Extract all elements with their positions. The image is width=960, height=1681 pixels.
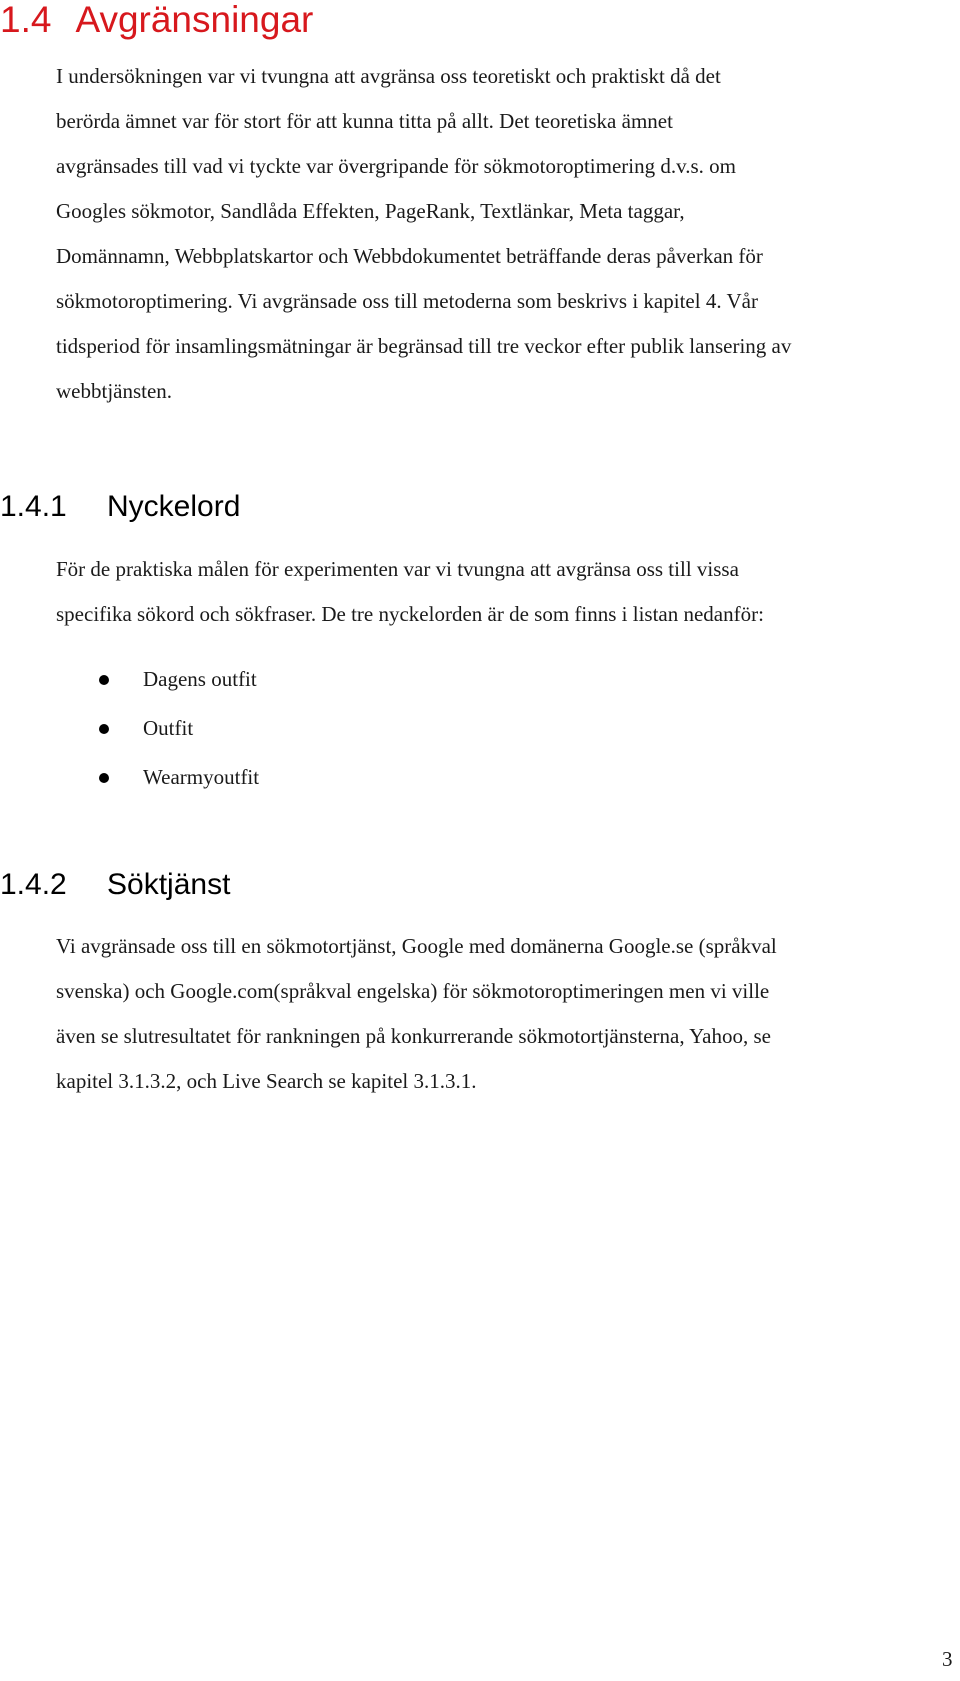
section-title: Avgränsningar (75, 0, 314, 40)
paragraph-line: avgränsades till vad vi tyckte var övergripande för sökmotoroptimering d.v.s. om (56, 154, 737, 178)
paragraph-line: I undersökningen var vi tvungna att avgränsa oss teoretiskt och praktiskt då det (56, 64, 721, 88)
bullet-icon (99, 773, 109, 783)
paragraph-line: specifika sökord och sökfraser. De tre nyckelorden är de som finns i listan nedanför: (56, 602, 764, 626)
page-number: 3 (942, 1647, 953, 1671)
list-item (0, 655, 960, 704)
keyword-list (0, 655, 960, 802)
subsection-heading-soktjanst (0, 868, 230, 902)
section-number: 1.4 (0, 0, 52, 40)
paragraph-line: svenska) och Google.com(språkval engelska) för sökmotoroptimeringen men vi ville (56, 979, 770, 1003)
list-item (0, 704, 960, 753)
subsection-paragraph-soktjanst (56, 924, 956, 1104)
paragraph-line: berörda ämnet var för stort för att kunna titta på allt. Det teoretiska ämnet (56, 109, 673, 133)
paragraph-line: För de praktiska målen för experimenten var vi tvungna att avgränsa oss till vissa (56, 557, 739, 581)
subsection-number: 1.4.2 (0, 868, 67, 901)
list-item (0, 753, 960, 802)
subsection-title: Nyckelord (107, 490, 241, 523)
paragraph-line: sökmotoroptimering. Vi avgränsade oss till metoderna som beskrivs i kapitel 4. Vår (56, 289, 758, 313)
bullet-icon (99, 724, 109, 734)
paragraph-line: tidsperiod för insamlingsmätningar är begränsad till tre veckor efter publik lansering av (56, 334, 792, 358)
keyword-label: Wearmyoutfit (143, 765, 260, 789)
paragraph-line: även se slutresultatet för rankningen på konkurrerande sökmotortjänsterna, Yahoo, se (56, 1024, 771, 1048)
section-paragraph (56, 54, 956, 414)
subsection-heading-nyckelord (0, 490, 240, 524)
subsection-title: Söktjänst (107, 868, 231, 901)
section-heading (0, 0, 313, 40)
paragraph-line: Domännamn, Webbplatskartor och Webbdokumentet beträffande deras påverkan för (56, 244, 763, 268)
subsection-paragraph-nyckelord (56, 547, 956, 637)
subsection-number: 1.4.1 (0, 490, 67, 523)
keyword-label: Dagens outfit (143, 667, 257, 691)
paragraph-line: kapitel 3.1.3.2, och Live Search se kapitel 3.1.3.1. (56, 1069, 477, 1093)
bullet-icon (99, 675, 109, 685)
keyword-label: Outfit (143, 716, 194, 740)
paragraph-line: Vi avgränsade oss till en sökmotortjänst, Google med domänerna Google.se (språkval (56, 934, 777, 958)
paragraph-line: Googles sökmotor, Sandlåda Effekten, PageRank, Textlänkar, Meta taggar, (56, 199, 685, 223)
paragraph-line: webbtjänsten. (56, 379, 173, 403)
